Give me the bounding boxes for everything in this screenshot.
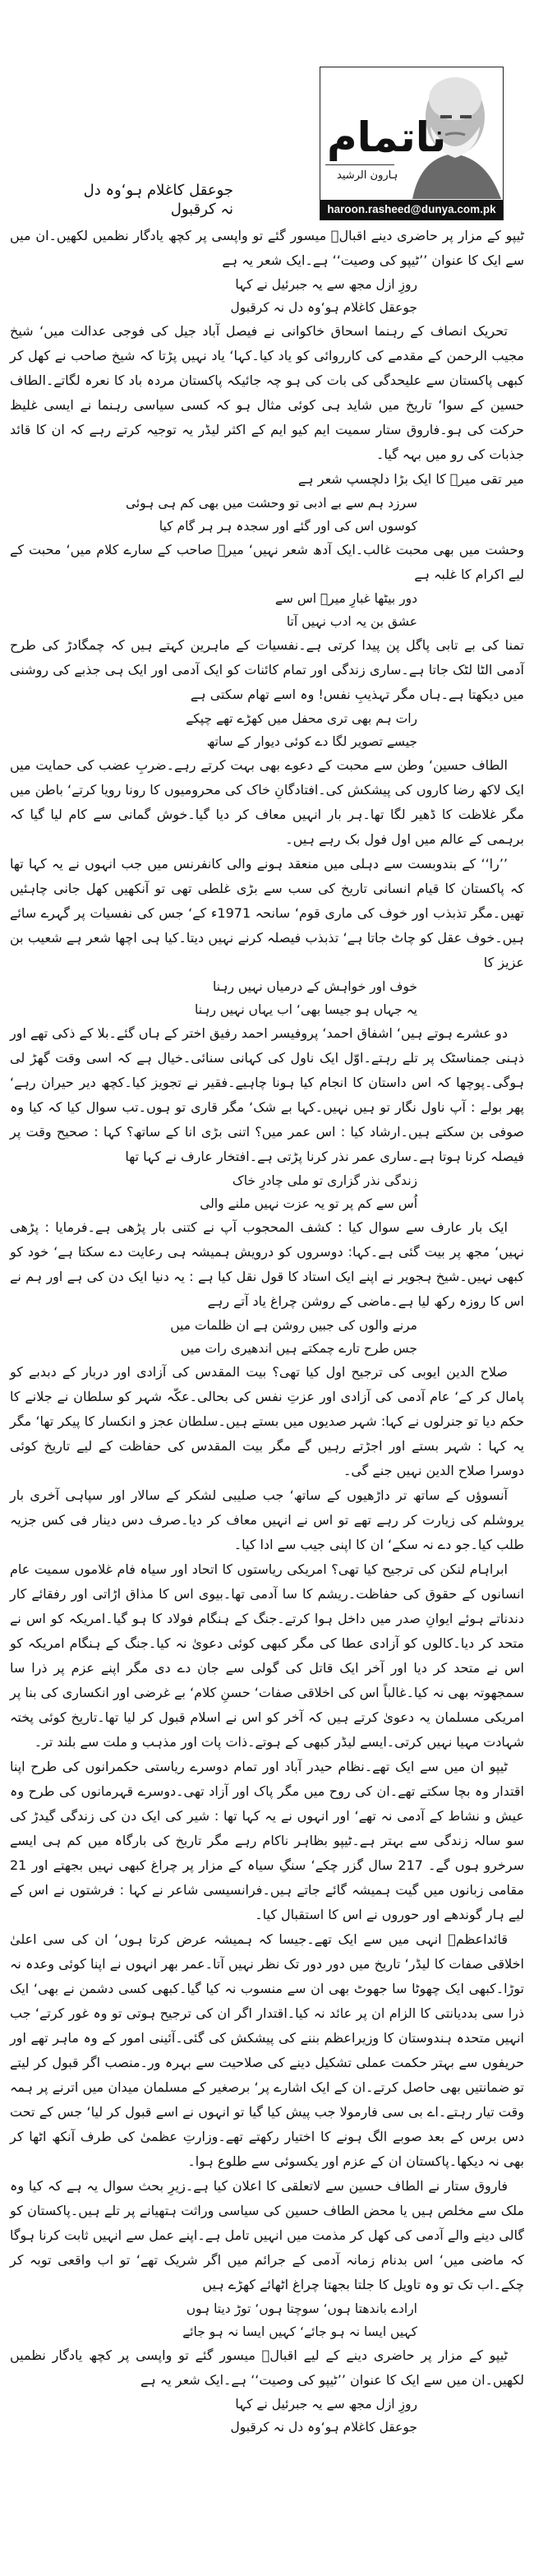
paragraph: آنسوؤں کے ساتھ تر داڑھیوں کے ساتھ‘ جب صلیبی لشکر کے سالار اور سپاہی آخری بار یروشلم کی زیارت کر رہے تھے تو اس نے انہیں معاف کر دیا۔صرف دس دینار فی کس جزیہ طلب کیا۔جو دے نہ سکے‘ ان کا اپنی جیب سے ادا کیا۔ <box>10 1487 524 1552</box>
author-email: haroon.rasheed@dunya.com.pk <box>320 200 503 220</box>
paragraph: دو عشرے ہوتے ہیں‘ اشفاق احمد‘ پروفیسر احمد رفیق اختر کے ہاں گئے۔بلا کے ذکی تھے اور ذہنی جمناسٹک پر تلے رہتے۔اوّل ایک ناول کی کہانی سنائی۔خیال ہے کہ اسی وقت گھڑ لی ہوگی۔پوچھا کہ اس داستان کا انجام کیا ہونا چاہیے۔فقیر نے تجویز کیا۔کچھ دیر حیران رہے‘ پھر بولے : آپ ناول نگار تو ہیں نہیں۔کہا بے شک‘ مگر قاری تو ہوں۔تب سوال کیا کہ کیا وہ صوفی بن سکتے ہیں۔ارشاد کیا : اس عمر میں؟ اتنی بڑی انا کے ساتھ؟ کہا : صحیح وقت پر فیصلہ کرنا ہوتا ہے۔ساری عمر نذر کرنا پڑتی ہے۔افتخار عارف نے کہا تھا <box>10 1025 524 1164</box>
article-body <box>10 224 524 2439</box>
verse-line: زندگی نذر گزاری تو ملی چادرِ خاک <box>232 1173 417 1188</box>
paragraph: فاروق ستار نے الطاف حسین سے لاتعلقی کا اعلان کیا ہے۔زیرِ بحث سوال یہ ہے کہ کیا وہ ملک سے مخلص ہیں یا محض الطاف حسین کی سیاسی وراثت ہتھیانے پر تلے ہیں۔پاکستان کو گالی دینے والے آدمی کی کھل کر مذمت میں انہیں تامل ہے۔اپنے عمل سے انہیں ثابت کرنا ہوگا کہ ماضی میں‘ اس بدنام زمانہ آدمی کے جرائم میں اگر شریک تھے‘ تو اب واقعی توبہ کر چکے۔اب تک تو وہ تاویل کا جلتا بجھتا چراغ اٹھائے کھڑے ہیں <box>10 2178 524 2292</box>
verse-line: یہ جہاں ہو جیسا بھی‘ اب یہاں نہیں رہنا <box>194 1002 417 1017</box>
verse-line: روزِ ازل مجھ سے یہ جبرئیل نے کہا <box>235 2397 417 2412</box>
paragraph: ایک بار عارف سے سوال کیا : کشف المحجوب آپ نے کتنی بار پڑھی ہے۔فرمایا : پڑھی نہیں‘ مجھ پر بیت گئی ہے۔کہا: دوسروں کو درویش ہمیشہ ہی رعایت دے سکتا ہے‘ خود کو کبھی نہیں۔شیخ ہجویر نے اپنے ایک استاد کا قول نقل کیا ہے : یہ دنیا ایک دن کی ہے اور ہم نے اس کا روزہ رکھ لیا ہے۔ماضی کے روشن چراغ یاد آتے رہے <box>10 1219 524 1309</box>
paragraph: تمنا کی بے تابی پاگل پن پیدا کرتی ہے۔نفسیات کے ماہرین کہتے ہیں کہ چمگادڑ کی طرح آدمی الٹا لٹک جاتا ہے۔ساری زندگی اور تمام کائنات کو ایک آدمی اور ایک ہی جذبے کی روشنی میں دیکھتا ہے۔ہاں مگر تہذیبِ نفس! وہ اسے تھام سکتی ہے <box>10 637 524 702</box>
verse-line: مرنے والوں کی جبیں روشن ہے ان ظلمات میں <box>170 1318 417 1333</box>
column-name: ناتمام <box>327 113 447 161</box>
verse-line: جیسے تصویر لگا دے کوئی دیوار کے ساتھ <box>206 734 417 749</box>
verse-line: ارادے باندھتا ہوں‘ سوچتا ہوں‘ توڑ دیتا ہوں <box>186 2301 417 2316</box>
verse-line: جوعقل کاغلام ہو‘وہ دل نہ کرقبول <box>230 300 417 315</box>
paragraph: صلاح الدین ایوبی کی ترجیح اول کیا تھی؟ بیت المقدس کی آزادی اور دربار کے دبدبے کو پامال کر کے‘ عام آدمی کی آزادی اور عزتِ نفس کی بحالی۔عکّہ شہر کو سلطان نے جلانے کا حکم دیا تو جنرلوں نے کہا: شہر صدیوں میں بستے ہیں۔سلطان عجز و انکسار کا پیکر تھا‘ مگر یہ کہا : شہر بستے اور اجڑتے رہیں گے مگر بیت المقدس کی حفاظت کے لیے تاریخ کوئی دوسرا صلاح الدین نہیں جنے گی۔ <box>10 1364 524 1478</box>
paragraph: الطاف حسین‘ وطن سے محبت کے دعوے بھی بہت کرتے رہے۔ضربِ عضب کی حمایت میں ایک لاکھ رضا کاروں کی پیشکش کی۔افتادگانِ خاک کی محرومیوں کا رونا رویا کرتے‘ باطن میں مگر غلاظت کا ڈھیر لگا تھا۔ہر بار انہیں معاف کر دیا گیا۔خوش گمانی سے کام لیا گیا کہ برہمی کے عالم میں اول فول بک رہے ہیں۔ <box>10 757 524 847</box>
verse-line: سرزد ہم سے بے ادبی تو وحشت میں بھی کم ہی ہوئی <box>125 496 417 511</box>
paragraph: تحریک انصاف کے رہنما اسحاق خاکوانی نے فیصل آباد جیل کی فوجی عدالت میں‘ شیخ مجیب الرحمن کے مقدمے کی کارروائی کو یاد کیا۔کہا‘ یاد نہیں پڑتا کہ شیخ صاحب نے کھل کر کبھی پاکستان سے علیحدگی کی بات کی ہو چہ جائیکہ پاکستان مردہ باد کا نعرہ لگاتے۔الطاف حسین کے سوا‘ تاریخ میں شاید ہی کوئی مثال ہو کہ کسی سیاسی رہنما نے ایسی غلیظ حرکت کی ہو۔فاروق ستار سمیت ایم کیو ایم کے اکثر لیڈر یہ توجیہ کرتے رہے کہ ان کا قائد جذبات کی رو میں بہہ گیا۔ <box>10 323 524 462</box>
verse-line: اُس سے کم پر تو یہ عزت نہیں ملنے والی <box>200 1196 417 1211</box>
paragraph: قائداعظمؒ انہی میں سے ایک تھے۔جیسا کہ ہمیشہ عرض کرتا ہوں‘ ان کی سی اعلیٰ اخلاقی صفات کا لیڈر‘ تاریخ میں دور دور تک نظر نہیں آتا۔عمر بھر انہوں نے اپنا کوئی وعدہ نہ توڑا۔کبھی ایک چھوٹا سا جھوٹ بھی ان سے منسوب نہ کیا گیا۔کبھی کسی دشمن نے بھی‘ ایک ذرا سی بددیانتی کا الزام ان پر عائد نہ کیا۔اقتدار اگر ان کی ترجیح ہوتی تو وہ غور کرتے‘ جب انہیں متحدہ ہندوستان کا وزیراعظم بننے کی پیشکش کی گئی۔آئینی امور کے وہ ماہر تھے اور حریفوں سے بہتر حکمت عملی تشکیل دینے کی صلاحیت سے بہرہ ور۔منصب اگر قبول کر لیتے تو ضمانتیں بھی حاصل کرتے۔ان کے ایک اشارے پر‘ برصغیر کے مسلمان میدان میں اترنے پر ہمہ وقت تیار رہتے۔اے بی سی فارمولا جب پیش کیا گیا تو انہوں نے اسے قبول کر لیا‘ جس کے تحت دس برس کے بعد صوبے الگ ہونے کا اختیار رکھتے تھے۔وزارتِ عظمیٰ کی طرف آنکھ اٹھا کر بھی نہ دیکھا۔پاکستان ان کے عزم اور یکسوئی سے طلوع ہوا۔ <box>10 1931 525 2169</box>
verse-line: روزِ ازل مجھ سے یہ جبرئیل نے کہا <box>235 277 417 292</box>
paragraph: میر تقی میرؔ کا ایک بڑا دلچسپ شعر ہے <box>297 471 524 487</box>
headline: جوعقل کاغلام ہو‘وہ دل نہ کرقبول <box>83 182 233 219</box>
verse-line: کوسوں اس کی اور گئے اور سجدہ ہر ہر گام کیا <box>159 519 417 534</box>
paragraph: ٹیپو کے مزار پر حاضری دینے کے لیے اقبالؔ میسور گئے تو واپسی پر کچھ یادگار نظمیں لکھیں۔ان میں سے ایک کا عنوان ’’ٹیپو کی وصیت‘‘ ہے۔ایک شعر یہ ہے <box>10 2347 524 2388</box>
verse-line: رات ہم بھی تری محفل میں کھڑے تھے چپکے <box>186 711 417 726</box>
verse-line: کہیں ایسا نہ ہو جائے‘ کہیں ایسا نہ ہو جائے <box>182 2324 417 2339</box>
verse-line: جس طرح تارے چمکتے ہیں اندھیری رات میں <box>180 1341 417 1356</box>
verse-line: جوعقل کاغلام ہو‘وہ دل نہ کرقبول <box>230 2420 417 2435</box>
byline-box <box>320 67 504 220</box>
paragraph: ٹیپو کے مزار پر حاضری دینے اقبالؔ میسور گئے تو واپسی پر کچھ یادگار نظمیں لکھیں۔ان میں سے ایک کا عنوان ’’ٹیپو کی وصیت‘‘ ہے۔ایک شعر یہ ہے <box>10 228 524 268</box>
verse-line: عشق بن یہ ادب نہیں آتا <box>286 614 417 629</box>
paragraph: ٹیپو ان میں سے ایک تھے۔نظام حیدر آباد اور تمام دوسرے ریاستی حکمرانوں کی طرح اپنا اقتدار وہ بچا سکتے تھے۔ان کی روح میں مگر پاک اور آزاد تھی۔دوسرے قہرمانوں کی طرح وہ عیش و نشاط کے آدمی نہ تھے‘ اور انہوں نے یہ کہا تھا : شیر کی ایک دن کی زندگی گیدڑ کی سو سالہ زندگی سے بہتر ہے۔ٹیپو بظاہر ناکام رہے مگر تاریخ کی بارگاہ میں کم ہی ایسے سرخرو ہوں گے۔ 217 سال گزر چکے‘ سنگِ سیاہ کے مزار پر چراغ کبھی نہیں بجھتے اور 21 مقامی زبانوں میں گیت ہمیشہ گائے جاتے ہیں۔فرانسیسی شاعر نے کہا : فرشتوں نے اس کے لیے ہار گوندھے اور حوروں نے اس کا استقبال کیا۔ <box>10 1759 524 1922</box>
paragraph: وحشت میں بھی محبت غالب۔ایک آدھ شعر نہیں‘ میرؔ صاحب کے سارے کلام میں‘ محبت کے لیے اکرام کا غلبہ ہے <box>10 542 524 582</box>
column-header <box>0 0 534 222</box>
paragraph: ’’را‘‘ کے بندوبست سے دہلی میں منعقد ہونے والی کانفرنس میں جب انہوں نے یہ کہا تھا کہ پاکستان کا قیام انسانی تاریخ کی سب سے بڑی غلطی تھی تو آنکھیں کھل جانی چاہئیں تھیں۔مگر تذبذب اور خوف کی ماری قوم‘ سانحہ 1971ء کے‘ جس کی نفسیات پر گہرے سائے ہیں۔خوف عقل کو چاٹ جاتا ہے‘ تذبذب فیصلہ کرنے نہیں دیتا۔کیا ہی اچھا شعر ہے شعیب بن عزیز کا <box>10 856 525 970</box>
divider <box>325 164 394 165</box>
verse-line: خوف اور خواہش کے درمیاں نہیں رہنا <box>212 979 417 994</box>
author-name: ہارون الرشید <box>337 169 398 182</box>
paragraph: ابراہام لنکن کی ترجیح کیا تھی؟ امریکی ریاستوں کا اتحاد اور سیاہ فام غلاموں سمیت عام انسانوں کے حقوق کی حفاظت۔ریشم کا سا آدمی تھا۔بیوی اس کا مذاق اڑاتی اور رفقائے کار دندناتے ہوئے ایوانِ صدر میں داخل ہوا کرتے۔جنگ کے ہنگام فولاد کا ہو گیا۔امریکہ کو اس نے متحد کر دیا۔کالوں کو آزادی عطا کی مگر کبھی کوئی دعویٰ نہ کیا۔جنگ کے ہنگام امریکہ کو اس نے متحد کر دیا اور آخر ایک قاتل کی گولی سے جان دے دی مگر اپنے عزم پر ذرا سا سمجھوتہ بھی نہ کیا۔غالباً اس کی اخلاقی صفات‘ حسنِ کلام‘ بے غرضی اور انکساری کی بنا پر امریکی مسلمان یہ دعویٰ کرتے ہیں کہ آخر کو اس نے اسلام قبول کر لیا تھا۔تاریخ کوئی پختہ شہادت مہیا نہیں کرتی۔ایسے لیڈر کبھی کے ہوتے۔ذات پات اور مذہب و ملت سے بلند تر۔ <box>10 1561 524 1750</box>
verse-line: دور بیٹھا غبارِ میرؔ اس سے <box>274 591 417 606</box>
